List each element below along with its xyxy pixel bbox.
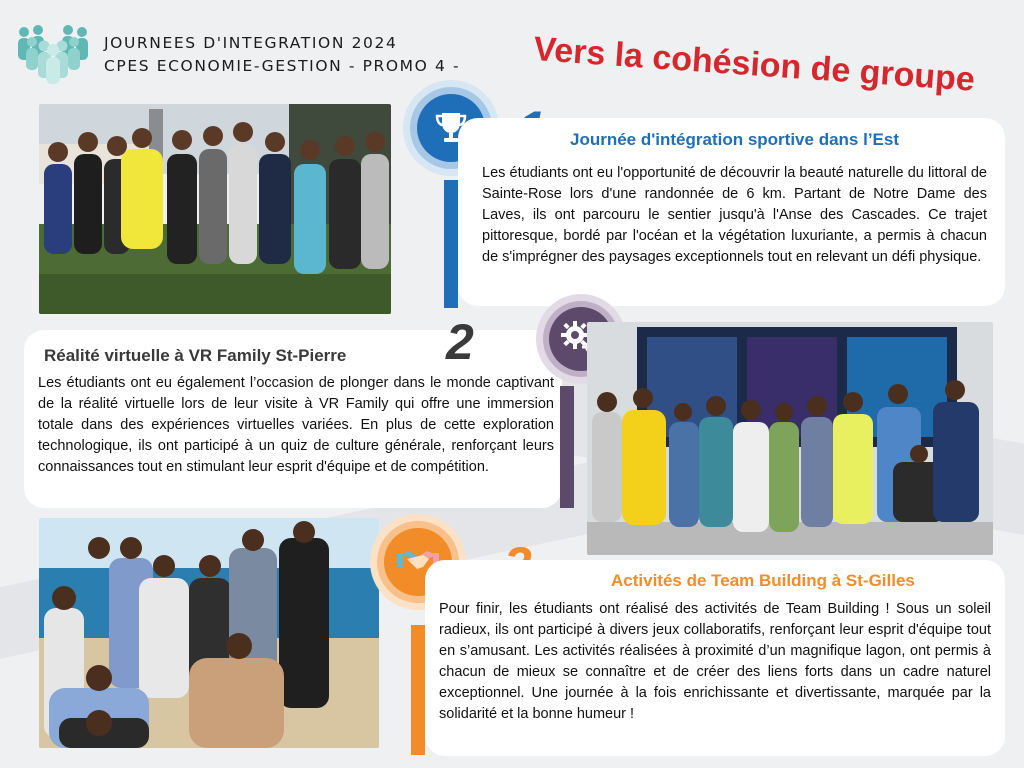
section-title: Activités de Team Building à St-Gilles [611, 571, 915, 590]
section-card [24, 330, 562, 508]
section-text: Les étudiants ont eu l'opportunité de découvrir la beauté naturelle du littoral de Sainte-Rose lors d'une randonnée de 6 km. Partant de Notre Dame des Laves, ils ont parcouru le sentier jusqu'à l'Anse des Cascades. Ce trajet pittoresque, bordé par l'océan et la végétation luxuriante, a permis à chacun de s'imprégner des paysages exceptionnels tout en relevant un défi physique. [482, 165, 987, 265]
hike-group-photo [39, 104, 391, 314]
people-logo-icon [14, 22, 92, 84]
section-accent-bar [444, 180, 458, 308]
vr-family-group-photo [587, 322, 993, 555]
section-title: Journée d'intégration sportive dans l’Est [570, 130, 899, 149]
section-number: 2 [446, 314, 474, 370]
section-text: Pour finir, les étudiants ont réalisé des activités de Team Building ! Sous un soleil radieux, ils ont participé à divers jeux collaboratifs, renforçant leur esprit d'équipe tout en s’amusant. Les activités réalisées à proximité d’un magnifique lagon, ont permis à chacun de mieux se connaître et de créer des liens forts dans un cadre naturel exceptionnel. Une journée à la fois enrichissante et divertissante, marquée par la solidarité et la bonne humeur ! [439, 601, 991, 722]
section-card [425, 560, 1005, 756]
team-building-beach-photo [39, 518, 379, 748]
event-header-line1: JOURNEES D'INTEGRATION 2024 [104, 34, 398, 52]
section-accent-bar [411, 625, 425, 755]
section-accent-bar [560, 386, 574, 508]
event-header-line2: CPES ECONOMIE-GESTION - PROMO 4 - [104, 57, 461, 75]
section-text: Les étudiants ont eu également l’occasion de plonger dans le monde captivant de la réalité virtuelle lors de leur visite à VR Family qui offre une immersion totale dans des expériences virtuelles variées. En plus de cette exploration technologique, ils ont participé à un quiz de culture générale, renforçant leurs connaissances tout en stimulant leur esprit d'équipe et de compétition. [38, 375, 554, 475]
section-card [458, 118, 1005, 306]
page-title: Vers la cohésion de groupe [532, 30, 977, 99]
section-title: Réalité virtuelle à VR Family St-Pierre [44, 346, 347, 365]
